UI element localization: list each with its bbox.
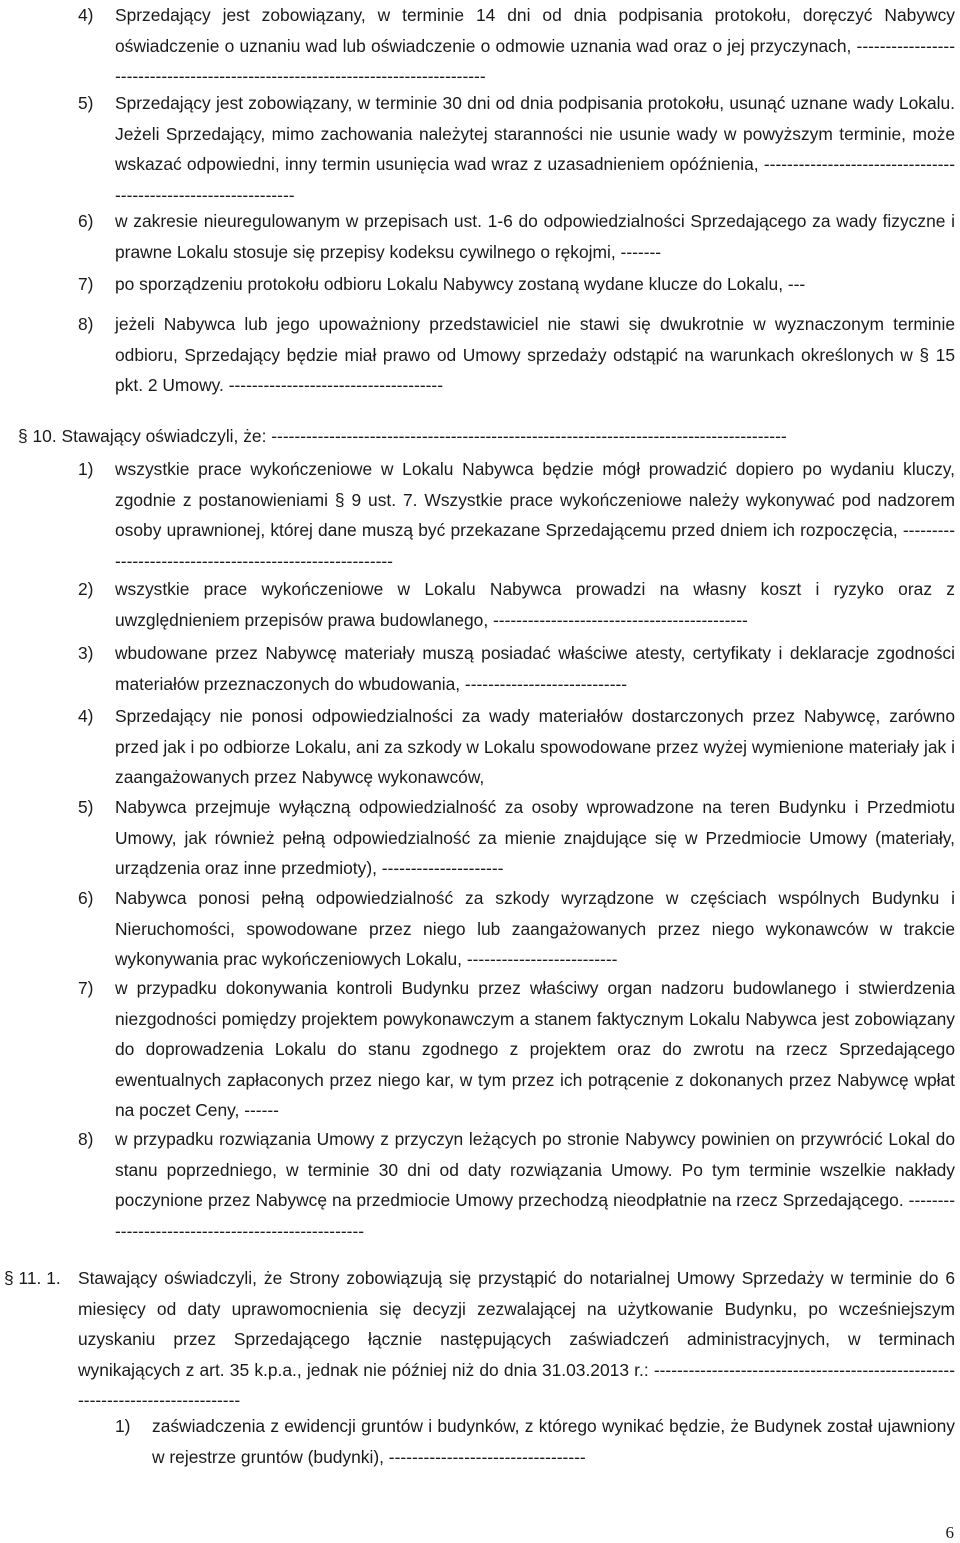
item-number: 5) [78, 797, 94, 817]
list-item [0, 269, 960, 301]
item-number: 7) [78, 274, 94, 294]
item-number: 6) [78, 211, 94, 231]
item-number: 2) [78, 579, 94, 599]
item-text: wbudowane przez Nabywcę materiały muszą posiadać właściwe atesty, certyfikaty i deklaracje zgodności materiałów przeznaczonych do wbudowania, ---------------------------- [115, 643, 955, 694]
item-text: Sprzedający nie ponosi odpowiedzialności za wady materiałów dostarczonych przez Nabywcę, zarówno przed jak i po odbiorze Lokalu, ani za szkody w Lokalu spowodowane przez wyżej wymienione materiały jak i zaangażowanych przez Nabywcę wykonawców, [115, 706, 955, 787]
list-item [0, 88, 960, 208]
list-item [0, 883, 960, 975]
section-text-body: Stawający oświadczyli, że Strony zobowiązują się przystąpić do notarialnej Umowy Sprzedaży w terminie do 6 miesięcy od daty uprawomocnienia się decyzji zezwalającej na użytkowanie Budynku, po wcześniejszym uzyskaniu przez Sprzedającego łącznie następujących zaświadczeń administracyjnych, w terminach wynikających z art. 35 k.p.a., jednak nie później niż do dnia 31.03.2013 r.: -------------------------------------------------------------------------------- [78, 1268, 955, 1410]
section-paragraph [0, 1263, 960, 1415]
item-number: 4) [78, 706, 94, 726]
item-number: 6) [78, 888, 94, 908]
list-item [0, 1124, 960, 1246]
item-text: w przypadku rozwiązania Umowy z przyczyn leżących po stronie Nabywcy powinien on przywrócić Lokal do stanu poprzedniego, w terminie 30 dni od daty rozwiązania Umowy. Po tym terminie wszelkie nakłady poczynione przez Nabywcę na przedmiocie Umowy przechodzą nieodpłatnie na rzecz Sprzedającego. --------------------------------------------------- [115, 1129, 955, 1241]
item-text: zaświadczenia z ewidencji gruntów i budynków, z którego wynikać będzie, że Budynek został ujawniony w rejestrze gruntów (budynki), ---------------------------------- [152, 1416, 955, 1467]
list-item [0, 701, 960, 793]
list-item [0, 206, 960, 268]
item-text: Nabywca ponosi pełną odpowiedzialność za szkody wyrządzone w częściach wspólnych Budynku i Nieruchomości, spowodowane przez niego lub zaangażowanych przez niego wykonawców w trakcie wykonywania prac wykończeniowych Lokalu, -------------------------- [115, 888, 955, 969]
list-item [0, 454, 960, 576]
item-number: 1) [78, 459, 94, 479]
item-text: Sprzedający jest zobowiązany, w terminie 30 dni od dnia podpisania protokołu, usunąć uznane wady Lokalu. Jeżeli Sprzedający, mimo zachowania należytej staranności nie usunie wady w powyższym terminie, może wskazać odpowiedni, inny termin usunięcia wad wraz z uzasadnieniem opóźnienia, ---------------------------------------------------------------- [115, 93, 955, 205]
item-number: 7) [78, 978, 94, 998]
item-text: w przypadku dokonywania kontroli Budynku przez właściwy organ nadzoru budowlanego i stwierdzenia niezgodności pomiędzy projektem powykonawczym a stanem faktycznym Lokalu Nabywca jest zobowiązany do doprowadzenia Lokalu do stanu zgodnego z projektem oraz do zwrotu na rzecz Sprzedającego ewentualnych zapłaconych przez niego kar, w tym przez ich potrącenie z dokonanych przez Nabywcę wpłat na poczet Ceny, ------ [115, 978, 955, 1120]
section-title: § 10. Stawający oświadczyli, że: ----------------------------------------------------------------------------------------- [18, 426, 787, 446]
item-text: po sporządzeniu protokołu odbioru Lokalu Nabywcy zostaną wydane klucze do Lokalu, --- [115, 274, 806, 294]
item-number: 1) [115, 1416, 131, 1436]
list-item [0, 309, 960, 401]
item-text: wszystkie prace wykończeniowe w Lokalu Nabywca prowadzi na własny koszt i ryzyko oraz z uwzględnieniem przepisów prawa budowlanego, -------------------------------------------- [115, 579, 955, 630]
item-number: 4) [78, 5, 94, 25]
section-text [78, 1263, 955, 1416]
item-text: Nabywca przejmuje wyłączną odpowiedzialność za osoby wprowadzone na teren Budynku i Przedmiotu Umowy, jak również pełną odpowiedzialność za mienie znajdujące się w Przedmiocie Umowy (materiały, urządzenia oraz inne przedmioty), --------------------- [115, 797, 955, 878]
list-item [0, 792, 960, 884]
page-number: 6 [945, 1523, 954, 1542]
item-text: wszystkie prace wykończeniowe w Lokalu Nabywca będzie mógł prowadzić dopiero po wydaniu kluczy, zgodnie z postanowieniami § 9 ust. 7. Wszystkie prace wykończeniowe należy wykonywać pod nadzorem osoby uprawnionej, której dane muszą być przekazane Sprzedającemu przed dniem ich rozpoczęcia, --------------------------------------------------------- [115, 459, 955, 571]
list-item [0, 0, 960, 92]
list-item [0, 1411, 960, 1473]
item-text: Sprzedający jest zobowiązany, w terminie 14 dni od dnia podpisania protokołu, doręczyć Nabywcy oświadczenie o uznaniu wad lub oświadczenie o odmowie uznania wad oraz o jej przyczynach, --------------------------------------------------------------------------------- [115, 5, 955, 86]
item-number: 3) [78, 643, 94, 663]
section-heading: § 11. 1. [4, 1268, 61, 1288]
item-number: 8) [78, 1129, 94, 1149]
list-item [0, 638, 960, 700]
item-number: 5) [78, 93, 94, 113]
list-item [0, 574, 960, 636]
list-item [0, 973, 960, 1125]
item-number: 8) [78, 314, 94, 334]
item-text: jeżeli Nabywca lub jego upoważniony przedstawiciel nie stawi się dwukrotnie w wyznaczonym terminie odbioru, Sprzedający będzie miał prawo od Umowy sprzedaży odstąpić na warunkach określonych w § 15 pkt. 2 Umowy. ------------------------------------- [115, 314, 955, 395]
item-text: w zakresie nieuregulowanym w przepisach ust. 1-6 do odpowiedzialności Sprzedającego za wady fizyczne i prawne Lokalu stosuje się przepisy kodeksu cywilnego o rękojmi, ------- [115, 211, 955, 262]
